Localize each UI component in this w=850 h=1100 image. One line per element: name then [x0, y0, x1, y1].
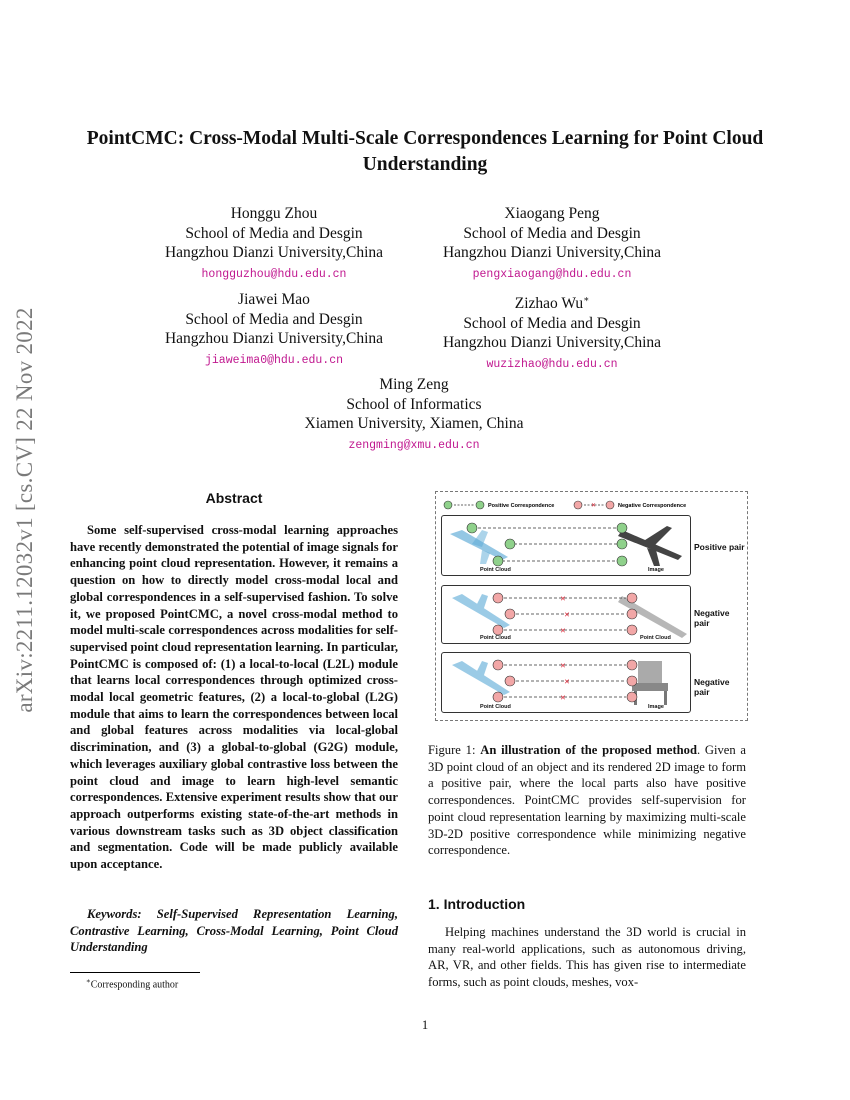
caption-text: . Given a 3D point cloud of an object and its rendered 2D image to form a positive pair, where the local parts also have positive correspondences. PointCMC provides self-supervision for point cloud representation learning by maximizing multi-scale 3D-2D positive correspondence while minimizing negative correspondence. [428, 743, 747, 858]
pair-label-positive: Positive pair [694, 542, 745, 552]
image-label: Image [648, 567, 664, 573]
footnote-rule [70, 972, 200, 973]
airplane-image [618, 526, 682, 566]
author-affiliation: School of Media and Desgin [463, 224, 641, 242]
point-cloud-label: Point Cloud [480, 704, 511, 710]
legend-negative [574, 501, 614, 509]
footnote-mark: ∗ [86, 977, 91, 985]
author-block [402, 290, 702, 374]
author-email[interactable]: zengming@xmu.edu.cn [348, 438, 480, 452]
author-name: Honggu Zhou [230, 205, 318, 222]
figure-1 [435, 491, 748, 721]
author-block [264, 375, 564, 455]
author-institution: Hangzhou Dianzi University,China [442, 244, 662, 261]
author-affiliation: School of Informatics [346, 395, 482, 413]
section-heading-introduction: 1. Introduction [428, 896, 526, 912]
arxiv-identifier: arXiv:2211.12032v1 [cs.CV] 22 Nov 2022 [12, 307, 37, 713]
abstract-heading: Abstract [205, 490, 263, 506]
author-name: Xiaogang Peng [504, 205, 600, 222]
figure-panel-negative-2 [441, 652, 691, 713]
abstract-text: Some self-supervised cross-modal learning approaches have recently demonstrated the potential of image signals for enhancing point cloud representation. However, it remains a question on how to directly model cross-modal local and global correspondences in a self-supervised fashion. To solve it, we proposed PointCMC, a novel cross-modal method to model multi-scale correspondences across modalities for self-supervised point cloud representation learning. In particular, PointCMC is composed of: (1) a local-to-local (L2L) module that learns local correspondences through optimized cross-modal local geometric features, (2) a local-to-global (L2G) module that aims to learn the correspondences between local and global features across modalities via local-global discrimination, and (3) a global-to-global (G2G) module, which leverages auxiliary global contrastive loss between the point cloud and image to learn high-level semantic correspondences. Extensive experiment results show that our approach outperforms existing state-of-the-art methods in various downstream tasks such as 3D object classification and segmentation. Code will be made publicly available upon acceptance. [70, 523, 398, 872]
introduction-text: Helping machines understand the 3D world is crucial in many real-world applications, such as autonomous driving, AR, VR, and other fields. This has given rise to intermediate forms, such as point clouds, meshes, vox- [428, 925, 746, 990]
svg-text:✕: ✕ [591, 502, 597, 509]
author-block [124, 290, 424, 370]
author-name-text: Zizhao Wu [514, 295, 584, 313]
figure-caption [428, 742, 746, 859]
author-name: Ming Zeng [379, 376, 449, 393]
legend-positive-label: Positive Correspondence [488, 503, 555, 509]
figure-panel-positive [441, 515, 691, 576]
author-affiliation: School of Media and Desgin [463, 314, 641, 332]
author-email[interactable]: hongguzhou@hdu.edu.cn [201, 267, 347, 281]
caption-label: Figure 1: [428, 743, 481, 757]
author-affiliation: School of Media and Desgin [185, 310, 363, 328]
author-block [402, 204, 702, 284]
legend-positive [444, 501, 484, 509]
image-label: Image [648, 704, 664, 710]
author-institution: Hangzhou Dianzi University,China [164, 244, 384, 261]
author-block [124, 204, 424, 284]
author-email[interactable]: pengxiaogang@hdu.edu.cn [472, 267, 632, 281]
keywords: Keywords: Self-Supervised Representation Learning, Contrastive Learning, Cross-Modal Learning, Point Cloud Understanding [70, 907, 398, 955]
caption-title: An illustration of the proposed method [480, 743, 697, 757]
svg-text:✕: ✕ [560, 694, 566, 702]
author-institution: Hangzhou Dianzi University,China [442, 334, 662, 352]
pair-label-negative: Negative pair [694, 677, 730, 697]
svg-text:✕: ✕ [564, 678, 570, 686]
svg-text:✕: ✕ [560, 662, 566, 670]
author-affiliation: School of Media and Desgin [185, 224, 363, 242]
figure-panel-negative-1 [441, 585, 691, 644]
svg-text:✕: ✕ [564, 611, 570, 619]
author-name [402, 290, 702, 314]
footnote [86, 977, 178, 990]
footnote-text: Corresponding author [90, 979, 179, 991]
svg-text:✕: ✕ [560, 595, 566, 603]
author-email[interactable]: jiaweima0@hdu.edu.cn [204, 353, 344, 367]
svg-text:✕: ✕ [560, 627, 566, 635]
author-name: Jiawei Mao [238, 291, 310, 308]
point-cloud-label: Point Cloud [640, 635, 671, 641]
point-cloud-label: Point Cloud [480, 567, 511, 573]
chair-image [632, 661, 668, 705]
pair-label-negative: Negative pair [694, 608, 730, 628]
page-number: 1 [421, 1018, 429, 1032]
author-institution: Hangzhou Dianzi University,China [164, 330, 384, 347]
corresponding-mark: ∗ [583, 294, 590, 304]
figure-legend [436, 497, 747, 513]
paper-title: PointCMC: Cross-Modal Multi-Scale Correspondences Learning for Point Cloud Understanding [86, 128, 764, 175]
point-cloud-label: Point Cloud [480, 635, 511, 641]
author-email[interactable]: wuzizhao@hdu.edu.cn [486, 357, 618, 371]
author-institution: Xiamen University, Xiamen, China [304, 415, 524, 432]
legend-negative-label: Negative Correspondence [618, 503, 687, 509]
